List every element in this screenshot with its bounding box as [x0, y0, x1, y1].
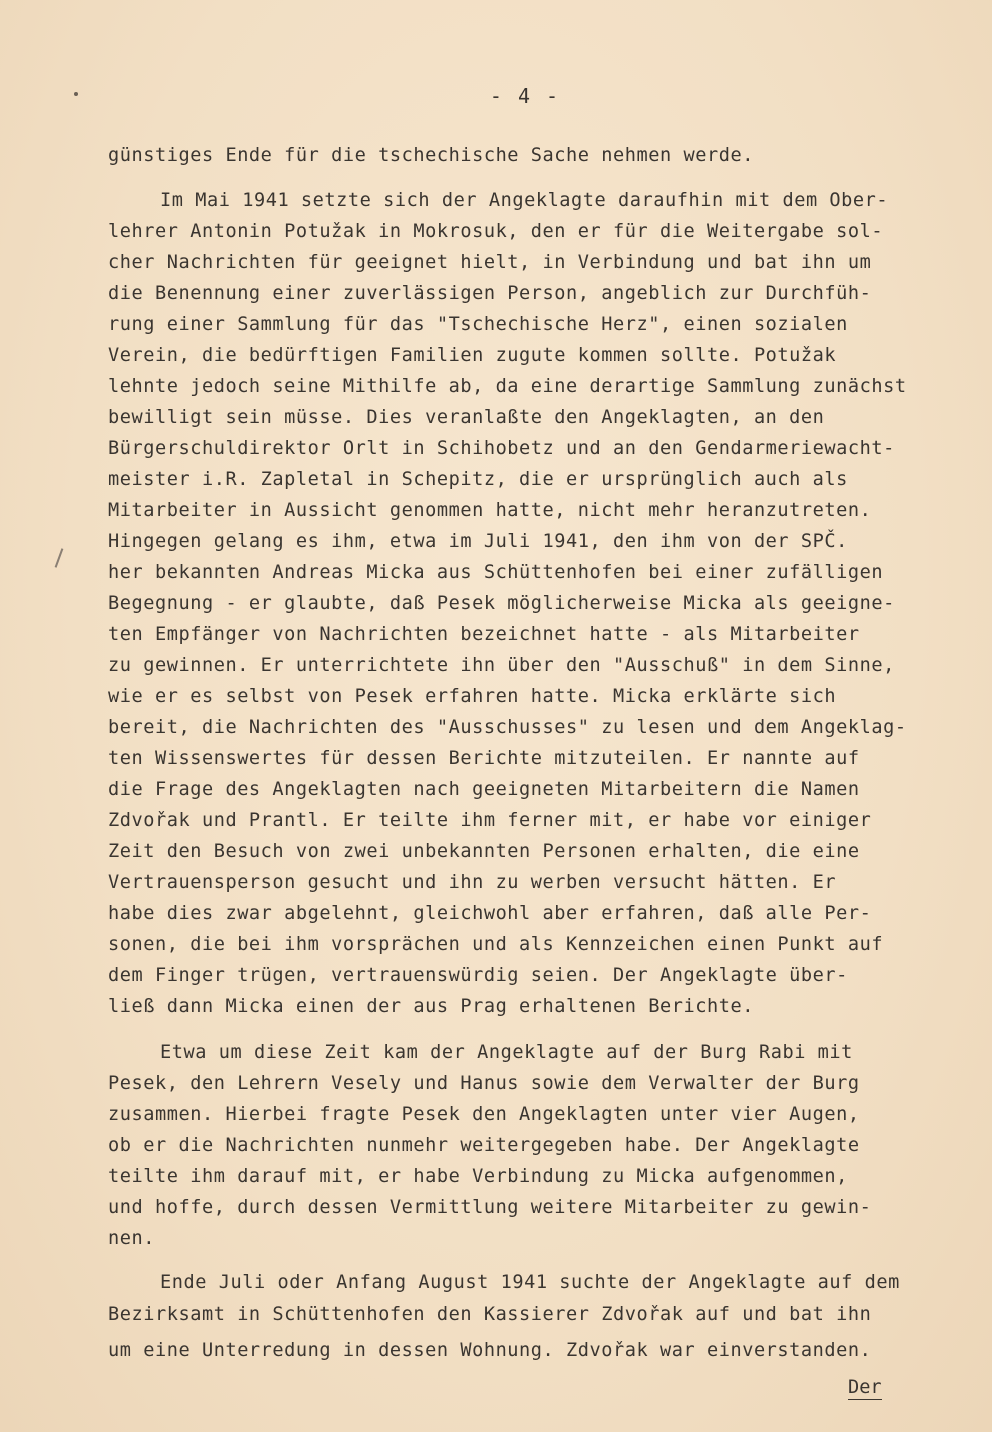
text-line: her bekannten Andreas Micka aus Schüttenhofen bei einer zufälligen [108, 562, 884, 583]
text-line: meister i.R. Zapletal in Schepitz, die er ursprünglich auch als [108, 469, 848, 490]
text-line: lehrer Antonin Potužak in Mokrosuk, den er für die Weitergabe sol- [108, 221, 884, 242]
text-line: zu gewinnen. Er unterrichtete ihn über den "Ausschuß" in dem Sinne, [108, 655, 895, 676]
text-line: wie er es selbst von Pesek erfahren hatte. Micka erklärte sich [108, 686, 837, 707]
text-line: sonen, die bei ihm vorsprächen und als Kennzeichen einen Punkt auf [108, 934, 884, 955]
text-line: ten Empfänger von Nachrichten bezeichnet hatte - als Mitarbeiter [108, 624, 860, 645]
text-line: ließ dann Micka einen der aus Prag erhaltenen Berichte. [108, 996, 754, 1017]
text-line: die Benennung einer zuverlässigen Person, angeblich zur Durchfüh- [108, 283, 872, 304]
text-line: Verein, die bedürftigen Familien zugute kommen sollte. Potužak [108, 345, 837, 366]
text-line: ob er die Nachrichten nunmehr weitergegeben habe. Der Angeklagte [108, 1135, 860, 1156]
text-line: Im Mai 1941 setzte sich der Angeklagte daraufhin mit dem Ober- [160, 190, 889, 211]
text-line: Zeit den Besuch von zwei unbekannten Personen erhalten, die eine [108, 841, 860, 862]
text-line: dem Finger trügen, vertrauenswürdig seien. Der Angeklagte über- [108, 965, 848, 986]
text-line: teilte ihm darauf mit, er habe Verbindung zu Micka aufgenommen, [108, 1166, 848, 1187]
text-line: Begegnung - er glaubte, daß Pesek möglicherweise Micka als geeigne- [108, 593, 895, 614]
text-line: Bürgerschuldirektor Orlt in Schihobetz und an den Gendarmeriewacht- [108, 438, 895, 459]
text-line: rung einer Sammlung für das "Tschechische Herz", einen sozialen [108, 314, 848, 335]
text-line: cher Nachrichten für geeignet hielt, in Verbindung und bat ihn um [108, 252, 872, 273]
text-line: Etwa um diese Zeit kam der Angeklagte auf der Burg Rabi mit [160, 1042, 853, 1063]
text-line: Mitarbeiter in Aussicht genommen hatte, nicht mehr heranzutreten. [108, 500, 872, 521]
text-line: die Frage des Angeklagten nach geeigneten Mitarbeitern die Namen [108, 779, 860, 800]
text-line: Vertrauensperson gesucht und ihn zu werben versucht hätten. Er [108, 872, 837, 893]
text-line: ten Wissenswertes für dessen Berichte mitzuteilen. Er nannte auf [108, 748, 860, 769]
text-line: habe dies zwar abgelehnt, gleichwohl aber erfahren, daß alle Per- [108, 903, 872, 924]
text-line: Bezirksamt in Schüttenhofen den Kassierer Zdvořak auf und bat ihn [108, 1304, 872, 1325]
catchword: Der [848, 1377, 882, 1398]
text-line: um eine Unterredung in dessen Wohnung. Zdvořak war einverstanden. [108, 1340, 872, 1361]
text-line: Zdvořak und Prantl. Er teilte ihm ferner mit, er habe vor einiger [108, 810, 872, 831]
margin-pencil-mark [55, 548, 64, 567]
text-line: günstiges Ende für die tschechische Sache nehmen werde. [108, 145, 754, 166]
text-line: Ende Juli oder Anfang August 1941 suchte der Angeklagte auf dem [160, 1272, 900, 1293]
text-line: und hoffe, durch dessen Vermittlung weitere Mitarbeiter zu gewin- [108, 1197, 872, 1218]
text-line: bewilligt sein müsse. Dies veranlaßte den Angeklagten, an den [108, 407, 825, 428]
text-line: zusammen. Hierbei fragte Pesek den Angeklagten unter vier Augen, [108, 1104, 860, 1125]
text-line: Hingegen gelang es ihm, etwa im Juli 1941, den ihm von der SPČ. [108, 531, 848, 552]
page-number: - 4 - [489, 84, 561, 108]
text-line: Pesek, den Lehrern Vesely und Hanus sowie dem Verwalter der Burg [108, 1073, 860, 1094]
text-line: nen. [108, 1228, 155, 1249]
text-line: bereit, die Nachrichten des "Ausschusses" zu lesen und dem Angeklag- [108, 717, 907, 738]
text-line: lehnte jedoch seine Mithilfe ab, da eine derartige Sammlung zunächst [108, 376, 907, 397]
